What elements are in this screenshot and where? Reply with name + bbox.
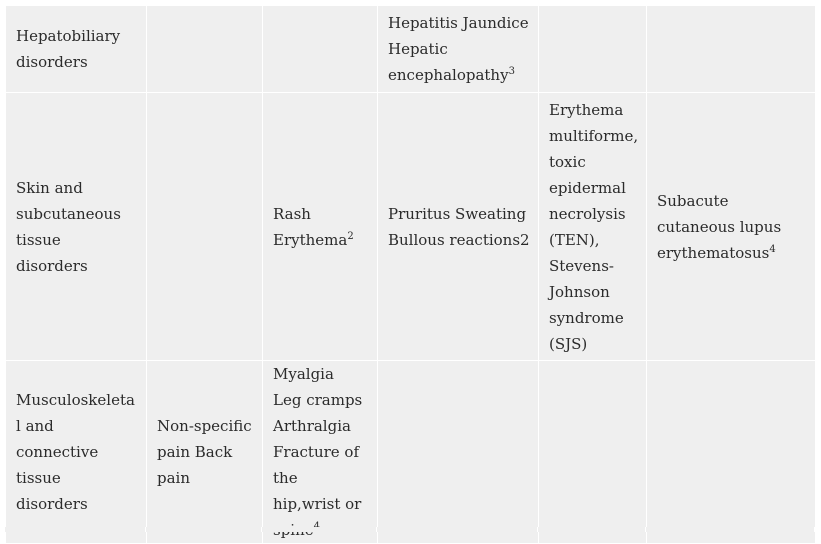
footnote-ref: 2 (347, 230, 354, 242)
cell-text: Subacute cutaneous lupus erythematosus (657, 191, 782, 262)
category-text: Hepatobiliary disorders (16, 27, 121, 71)
table-cell (263, 361, 378, 544)
row-category (6, 93, 147, 361)
row-category (6, 6, 147, 93)
table-cell (378, 93, 539, 361)
table-cell (647, 6, 816, 93)
table-cell (263, 6, 378, 93)
table-cell (147, 361, 263, 544)
table-row-skin (6, 93, 816, 361)
category-text: Musculoskeletal and connective tissue disorders (16, 391, 135, 513)
table-row-hepatobiliary (6, 6, 816, 93)
cell-text: Non-specific pain Back pain (157, 417, 252, 487)
footnote-ref: 3 (508, 66, 515, 77)
row-category (6, 361, 147, 544)
table-cell (147, 6, 263, 93)
cell-text: Hepatitis Jaundice Hepatic encephalopathy (388, 14, 529, 84)
table-cell (262, 527, 377, 532)
table-cell (647, 93, 816, 361)
table-cell (146, 527, 262, 532)
table-cell (263, 93, 378, 361)
table-cell (377, 527, 538, 532)
table-cell (5, 527, 146, 532)
next-row-edge (5, 527, 815, 532)
table-cell (378, 361, 539, 544)
cell-text: Erythema multiforme, toxic epidermal necrolysis (TEN), Stevens-Johnson syndrome (SJS) (549, 100, 639, 353)
table-cell (538, 527, 646, 532)
table-cell (646, 527, 815, 532)
table-cell (539, 93, 647, 361)
table-row-musculoskeletal (6, 361, 816, 544)
table-cell (539, 6, 647, 93)
category-text: Skin and subcutaneous tissue disorders (16, 178, 121, 275)
table-cell (539, 361, 647, 544)
cell-text: Myalgia Leg cramps Arthralgia Fracture of the hip,wrist or (273, 365, 363, 513)
footnote-ref: 4 (769, 243, 776, 255)
cell-text: Pruritus Sweating Bullous reactions2 (388, 204, 530, 249)
table-cell (647, 361, 816, 544)
table-cell (378, 6, 539, 93)
cell-text: Rash Erythema (273, 204, 348, 249)
table-cell (147, 93, 263, 361)
adverse-reactions-table (5, 5, 816, 544)
